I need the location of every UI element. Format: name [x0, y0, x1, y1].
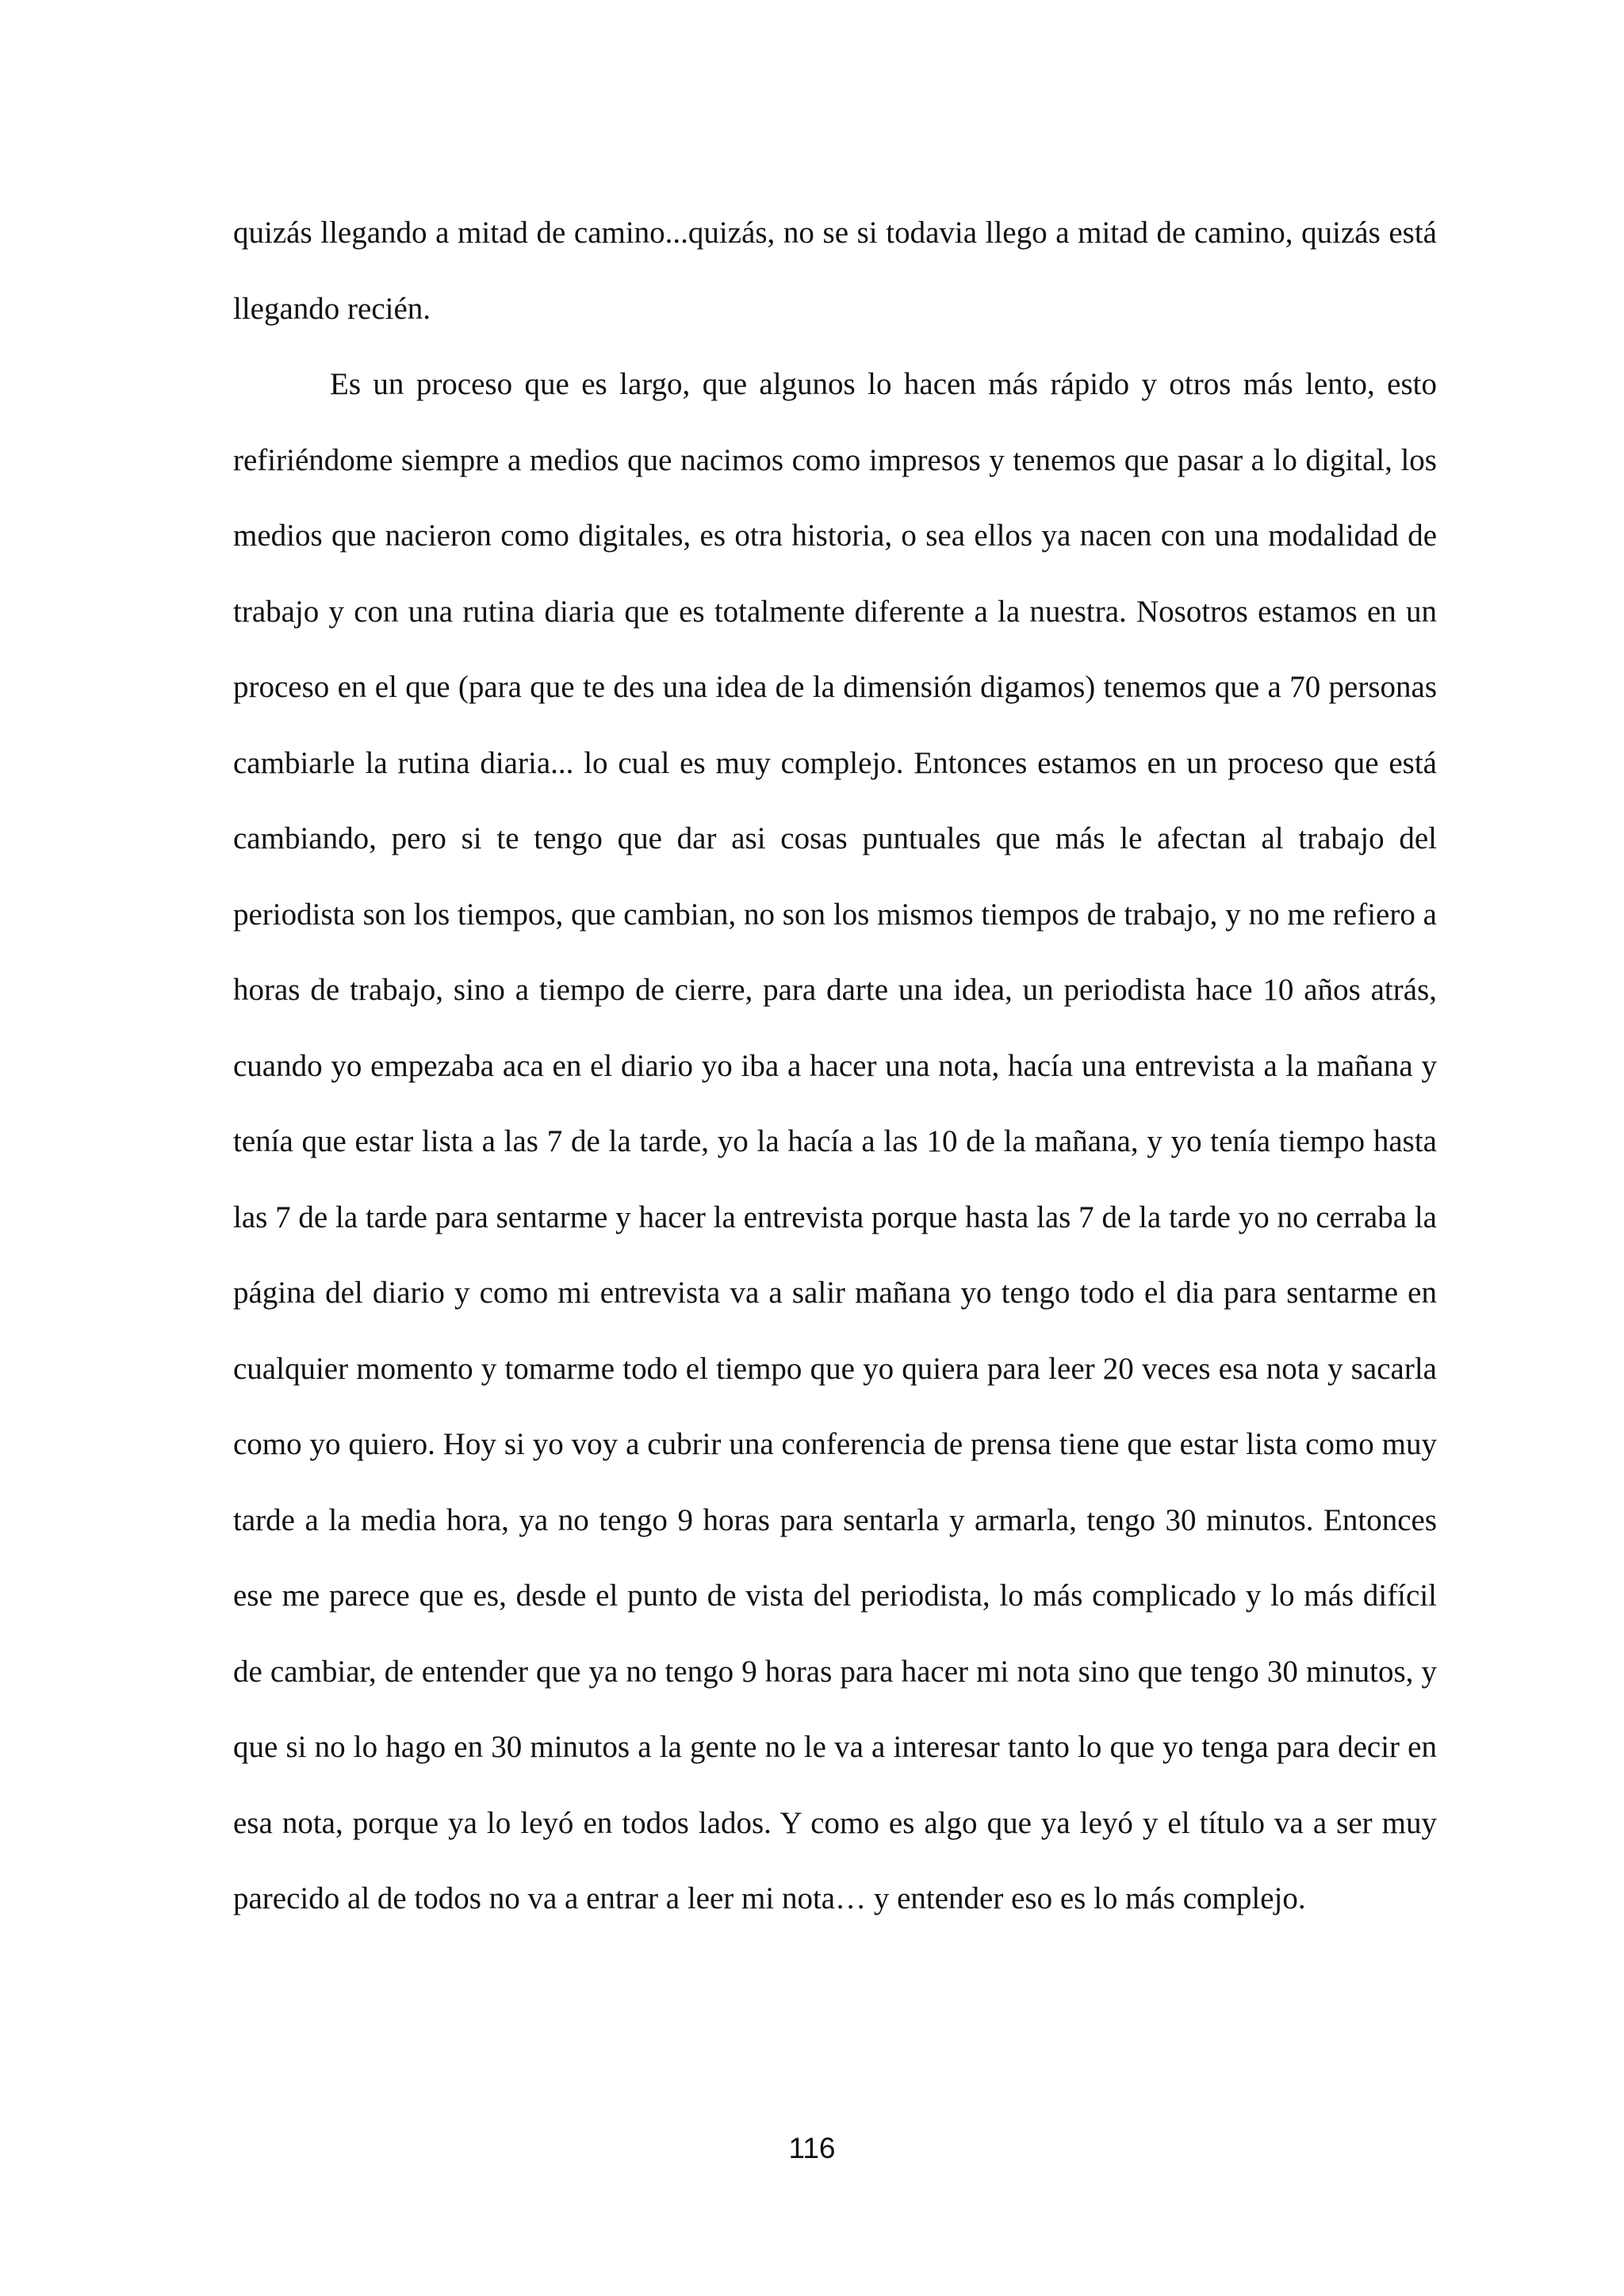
page-number: 116 — [788, 2132, 836, 2164]
body-text — [233, 195, 1437, 1937]
paragraph-continuation: quizás llegando a mitad de camino...quizás, no se si todavia llego a mitad de camino, quizás está llegando recién. — [233, 216, 1437, 326]
paragraph-main: Es un proceso que es largo, que algunos lo hacen más rápido y otros más lento, esto refiriéndome siempre a medios que nacimos como impresos y tenemos que pasar a lo digital, los medios que nacieron como digitales, es otra historia, o sea ellos ya nacen con una modalidad de trabajo y con una rutina diaria que es totalmente diferente a la nuestra. Nosotros estamos en un proceso en el que (para que te des una idea de la dimensión digamos) tenemos que a 70 personas cambiarle la rutina diaria... lo cual es muy complejo. Entonces estamos en un proceso que está cambiando, pero si te tengo que dar asi cosas puntuales que más le afectan al trabajo del periodista son los tiempos, que cambian, no son los mismos tiempos de trabajo, y no me refiero a horas de trabajo, sino a tiempo de cierre, para darte una idea, un periodista hace 10 años atrás, cuando yo empezaba aca en el diario yo iba a hacer una nota, hacía una entrevista a la mañana y tenía que estar lista a las 7 de la tarde, yo la hacía a las 10 de la mañana, y yo tenía tiempo hasta las 7 de la tarde para sentarme y hacer la entrevista porque hasta las 7 de la tarde yo no cerraba la página del diario y como mi entrevista va a salir mañana yo tengo todo el dia para sentarme en cualquier momento y tomarme todo el tiempo que yo quiera para leer 20 veces esa nota y sacarla como yo quiero. Hoy si yo voy a cubrir una conferencia de prensa tiene que estar lista como muy tarde a la media hora, ya no tengo 9 horas para sentarla y armarla, tengo 30 minutos. Entonces ese me parece que es, desde el punto de vista del periodista, lo más complicado y lo más difícil de cambiar, de entender que ya no tengo 9 horas para hacer mi nota sino que tengo 30 minutos, y que si no lo hago en 30 minutos a la gente no le va a interesar tanto lo que yo tenga para decir en esa nota, porque ya lo leyó en todos lados. Y como es algo que ya leyó y el título va a ser muy parecido al de todos no va a entrar a leer mi nota… y entender eso es lo más complejo. — [233, 367, 1437, 1915]
